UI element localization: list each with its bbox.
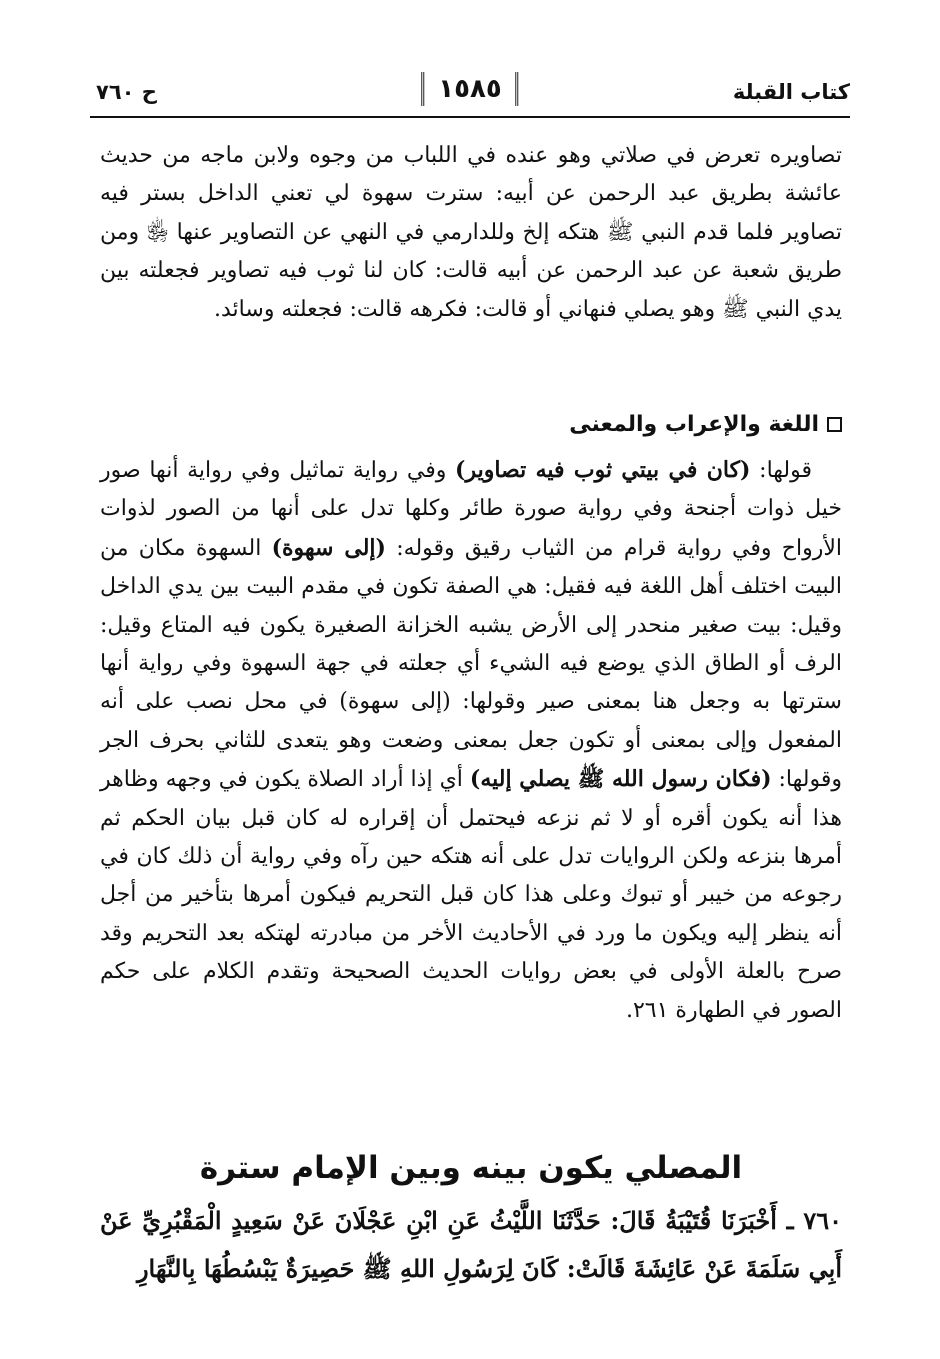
page-number: ١٥٨٥ <box>421 72 518 106</box>
text-run: السهوة مكان من البيت اختلف أهل اللغة فيه فقيل: هي الصفة تكون في مقدم البيت بين يدي الداخل وقيل: بيت صغير منحدر إلى الأرض يشبه الخزانة الصغيرة يكون فيه المتاع وقيل: الرف أو الطاق الذي يوضع فيه الشيء أي جعلته في جهة السهوة وفي رواية أنها سترتها به وجعل هنا بمعنى صير وقولها: (إلى سهوة) في محل نصب على أنه المفعول وإلى بمعنى أو تكون جعل بمعنى وضعت وهو يتعدى للثاني بحرف الجر وقولها: <box>100 535 842 793</box>
paragraph-continuation <box>100 137 842 329</box>
book-title: كتاب القبلة <box>732 80 850 104</box>
commentary-paragraph <box>100 451 842 1030</box>
text-run: أي إذا أراد الصلاة يكون في وجهه وظاهر هذا أنه يكون أقره أو لا ثم نزعه فيحتمل أن إقراره له كان قبل بيان الحكم ثم أمرها بنزعه ولكن الروايات تدل على أنه هتكه حين رآه وفي رواية أن ذلك كان في رجوعه من خيبر أو تبوك وعلى هذا كان قبل التحريم فيكون أمرها بتأخير من أجل أنه ينظر إليه ويكون ما ورد في الأحاديث الأخر من مبادرته لهتكه بعد التحريم وقد صرح بالعلة الأولى في بعض روايات الحديث الصحيحة وتقدم الكلام على حكم الصور في الطهارة ٢٦١. <box>100 767 842 1023</box>
quoted-phrase: (كان في بيتي ثوب فيه تصاوير) <box>455 457 751 483</box>
text-run: وفي رواية تماثيل وفي رواية أنها صور خيل ذوات أجنحة وفي رواية صورة طائر وكلها تدل على أنها من الصور لذوات الأرواح وفي رواية قرام من الثياب رقيق وقوله: <box>100 458 842 561</box>
hadith-reference: ح ٧٦٠ <box>96 80 157 104</box>
page-header <box>90 72 850 118</box>
text-run: قولها: <box>759 458 812 483</box>
quoted-phrase: (فكان رسول الله ﷺ يصلي إليه) <box>469 766 772 793</box>
paragraph-text: تصاويره تعرض في صلاتي وهو عنده في اللباب من وجوه ولابن ماجه من حديث عائشة بطريق عبد الرحمن عن أبيه: سترت سهوة لي تعني الداخل بستر فيه تصاوير فلما قدم النبي ﷺ هتكه إلخ وللدارمي في النهي عن التصاوير عنها ﵂ ومن طريق شعبة عن عبد الرحمن عن أبيه قالت: كان لنا ثوب فيه تصاوير فجعلته بين يدي النبي ﷺ وهو يصلي فنهاني أو قالت: فكرهه قالت: فجعلته وسائد. <box>100 143 842 322</box>
square-bullet-icon <box>827 417 842 432</box>
chapter-title: المصلي يكون بينه وبين الإمام سترة <box>199 1150 743 1186</box>
header-divider <box>90 116 850 118</box>
hadith-text: ٧٦٠ ـ أَخْبَرَنَا قُتَيْبَةُ قَالَ: حَدَّثَنَا اللَّيْثُ عَنِ ابْنِ عَجْلَانَ عَنْ سَعِيدٍ الْمَقْبُرِيِّ عَنْ أَبِي سَلَمَةَ عَنْ عَائِشَةَ قَالَتْ: كَانَ لِرَسُولِ اللهِ ﷺ حَصِيرَةٌ يَبْسُطُهَا بِالنَّهَارِ <box>100 1206 842 1283</box>
quoted-phrase: (إلى سهوة) <box>271 534 386 561</box>
section-heading-text: اللغة والإعراب والمعنى <box>569 412 819 437</box>
section-heading <box>100 412 842 437</box>
commentary-text <box>100 451 842 1030</box>
